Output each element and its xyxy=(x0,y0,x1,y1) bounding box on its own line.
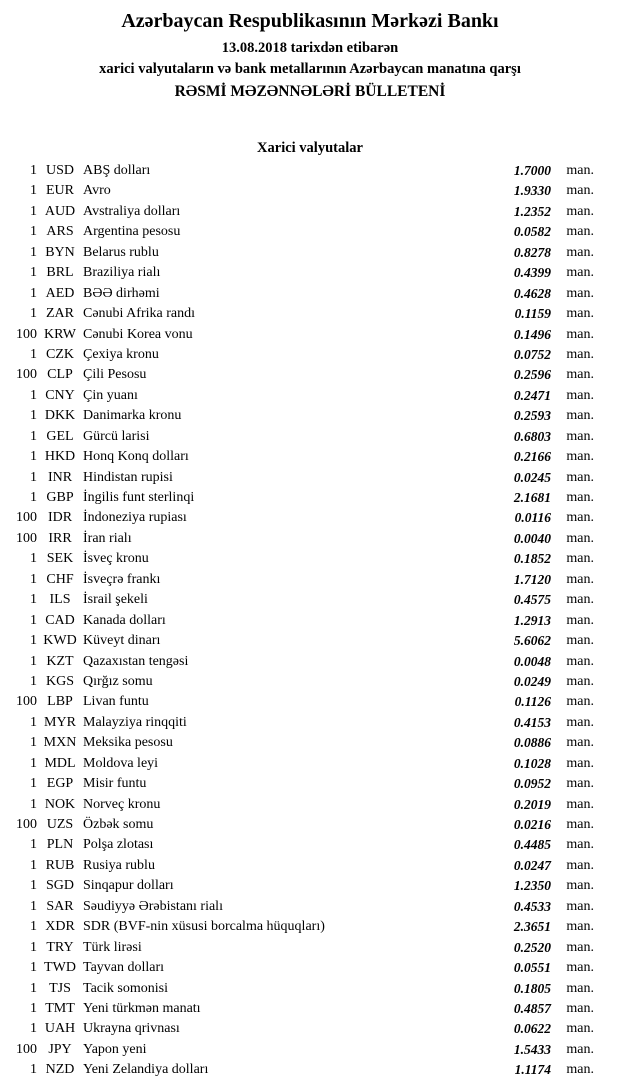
quantity-value: 1 xyxy=(30,857,37,873)
rate-value: 0.0245 xyxy=(513,469,551,485)
table-row xyxy=(0,611,620,631)
section-title-foreign-currencies: Xarici valyutalar xyxy=(257,140,363,156)
currency-name: Çexiya kronu xyxy=(83,346,159,362)
table-row xyxy=(0,876,620,896)
quantity-value: 100 xyxy=(16,1041,37,1057)
quantity-value: 1 xyxy=(30,1062,37,1078)
currency-name: Çin yuanı xyxy=(83,387,138,403)
currency-name: Özbək somu xyxy=(83,817,154,832)
table-row xyxy=(0,304,620,324)
table-row xyxy=(0,243,620,263)
bulletin-subtitle: xarici valyutaların və bank metallarının Azərbaycan manatına qarşı xyxy=(99,61,521,77)
rate-value: 0.0116 xyxy=(514,510,551,526)
rate-value: 0.0752 xyxy=(513,346,551,362)
unit-label: man. xyxy=(566,510,594,526)
currency-code: ILS xyxy=(49,592,71,608)
quantity-value: 100 xyxy=(16,510,37,526)
currency-name: Sinqapur dolları xyxy=(83,878,174,894)
rate-value: 5.6062 xyxy=(513,633,551,649)
quantity-value: 1 xyxy=(30,633,37,649)
unit-label: man. xyxy=(566,244,594,260)
currency-code: IRR xyxy=(48,530,72,546)
quantity-value: 1 xyxy=(30,796,37,812)
rate-value: 0.2019 xyxy=(513,796,551,812)
currency-code: ARS xyxy=(46,224,74,240)
currency-code: MDL xyxy=(44,755,76,771)
rate-value: 1.7000 xyxy=(513,163,551,178)
rate-value: 0.4628 xyxy=(513,285,551,301)
table-row xyxy=(0,795,620,815)
rate-value: 0.0249 xyxy=(513,673,551,689)
unit-label: man. xyxy=(566,919,594,935)
unit-label: man. xyxy=(566,898,594,914)
currency-name: Cənubi Afrika randı xyxy=(83,306,195,322)
unit-label: man. xyxy=(566,490,594,505)
rate-value: 0.4485 xyxy=(513,837,551,853)
currency-code: DKK xyxy=(44,408,76,424)
currency-code: RUB xyxy=(45,857,75,873)
unit-label: man. xyxy=(566,387,594,403)
table-row xyxy=(0,284,620,304)
unit-label: man. xyxy=(566,694,594,710)
table-row xyxy=(0,692,620,712)
currency-name: Malayziya rinqqiti xyxy=(83,714,187,730)
quantity-value: 1 xyxy=(30,939,37,955)
rate-value: 1.2350 xyxy=(513,878,551,894)
currency-name: Polşa zlotası xyxy=(83,837,154,853)
currency-code: CLP xyxy=(47,367,73,383)
unit-label: man. xyxy=(566,428,594,444)
unit-label: man. xyxy=(566,1041,594,1057)
unit-label: man. xyxy=(566,306,594,322)
rate-value: 0.1805 xyxy=(513,980,551,996)
rate-value: 0.1852 xyxy=(513,551,551,567)
unit-label: man. xyxy=(566,714,594,730)
quantity-value: 1 xyxy=(30,163,37,178)
unit-label: man. xyxy=(566,346,594,362)
table-row xyxy=(0,529,620,549)
currency-code: CAD xyxy=(45,612,75,628)
currency-code: KZT xyxy=(46,653,74,669)
table-row xyxy=(0,672,620,692)
currency-name: Yeni Zelandiya dolları xyxy=(83,1062,209,1078)
table-row xyxy=(0,1060,620,1080)
table-row xyxy=(0,161,620,181)
currency-name: İsveç kronu xyxy=(83,551,149,567)
rate-value: 0.4533 xyxy=(513,898,551,914)
currency-code: UAH xyxy=(44,1021,76,1037)
quantity-value: 1 xyxy=(30,878,37,894)
currency-name: BƏƏ dirhəmi xyxy=(83,285,160,301)
unit-label: man. xyxy=(566,224,594,240)
quantity-value: 1 xyxy=(30,224,37,240)
currency-name: İsveçrə frankı xyxy=(83,571,161,587)
currency-name: Kanada dolları xyxy=(83,612,166,628)
rate-value: 0.4857 xyxy=(513,1000,551,1016)
table-row xyxy=(0,733,620,753)
currency-name: Səudiyyə Ərəbistanı rialı xyxy=(83,898,223,914)
currency-name: Norveç kronu xyxy=(83,796,161,812)
rate-value: 0.0247 xyxy=(513,857,551,873)
rate-value: 2.3651 xyxy=(513,919,551,935)
rate-value: 0.0040 xyxy=(513,530,551,546)
table-row xyxy=(0,365,620,385)
unit-label: man. xyxy=(566,183,594,199)
quantity-value: 100 xyxy=(16,694,37,710)
currency-name: Avro xyxy=(83,183,111,199)
table-row xyxy=(0,815,620,835)
unit-label: man. xyxy=(566,592,594,608)
unit-label: man. xyxy=(566,449,594,465)
table-row xyxy=(0,488,620,508)
quantity-value: 1 xyxy=(30,919,37,935)
unit-label: man. xyxy=(566,1021,594,1037)
table-row xyxy=(0,917,620,937)
table-row xyxy=(0,386,620,406)
unit-label: man. xyxy=(566,755,594,771)
quantity-value: 1 xyxy=(30,387,37,403)
currency-name: Hindistan rupisi xyxy=(83,469,173,485)
currency-name: Qazaxıstan tengəsi xyxy=(83,653,189,669)
unit-label: man. xyxy=(566,408,594,424)
quantity-value: 1 xyxy=(30,265,37,281)
rate-value: 0.6803 xyxy=(513,428,551,444)
rate-value: 0.2166 xyxy=(513,449,551,465)
currency-code: TRY xyxy=(46,939,74,955)
currency-name: Yeni türkmən manatı xyxy=(83,1000,201,1016)
currency-code: KRW xyxy=(44,326,76,342)
table-row xyxy=(0,222,620,242)
rate-value: 1.5433 xyxy=(513,1041,551,1057)
unit-label: man. xyxy=(566,939,594,955)
quantity-value: 1 xyxy=(30,571,37,587)
currency-name: Tayvan dolları xyxy=(83,960,165,976)
table-row xyxy=(0,958,620,978)
unit-label: man. xyxy=(566,878,594,894)
table-row xyxy=(0,856,620,876)
table-row xyxy=(0,406,620,426)
currency-name: Belarus rublu xyxy=(83,244,159,260)
rate-value: 1.2352 xyxy=(513,203,551,219)
rate-value: 0.0622 xyxy=(513,1021,551,1037)
currency-code: JPY xyxy=(48,1041,72,1057)
unit-label: man. xyxy=(566,530,594,546)
table-row xyxy=(0,549,620,569)
quantity-value: 1 xyxy=(30,653,37,669)
quantity-value: 1 xyxy=(30,408,37,424)
rate-value: 2.1681 xyxy=(513,490,551,505)
table-row xyxy=(0,1019,620,1039)
unit-label: man. xyxy=(566,817,594,832)
currency-name: İndoneziya rupiası xyxy=(83,510,187,526)
quantity-value: 1 xyxy=(30,428,37,444)
quantity-value: 100 xyxy=(16,367,37,383)
unit-label: man. xyxy=(566,673,594,689)
currency-code: CHF xyxy=(46,571,74,587)
currency-code: SAR xyxy=(46,898,74,914)
rate-value: 0.2596 xyxy=(513,367,551,383)
table-row xyxy=(0,325,620,345)
rate-value: 1.2913 xyxy=(513,612,551,628)
unit-label: man. xyxy=(566,776,594,792)
quantity-value: 1 xyxy=(30,673,37,689)
rate-value: 0.1159 xyxy=(514,306,551,322)
table-row xyxy=(0,202,620,222)
currency-code: BRL xyxy=(46,265,74,281)
currency-name: Rusiya rublu xyxy=(83,857,155,873)
currency-name: Ukrayna qrivnası xyxy=(83,1021,180,1037)
exchange-rates-table xyxy=(0,161,620,1081)
table-row xyxy=(0,427,620,447)
rate-value: 0.2520 xyxy=(513,939,551,955)
currency-name: İsrail şekeli xyxy=(83,592,148,608)
table-row xyxy=(0,713,620,733)
quantity-value: 1 xyxy=(30,469,37,485)
bulletin-title: RƏSMİ MƏZƏNNƏLƏRİ BÜLLETENİ xyxy=(174,83,446,100)
currency-code: TJS xyxy=(49,980,71,996)
currency-name: Honq Konq dolları xyxy=(83,449,189,465)
quantity-value: 1 xyxy=(30,960,37,976)
unit-label: man. xyxy=(566,796,594,812)
currency-code: KWD xyxy=(43,633,77,649)
quantity-value: 1 xyxy=(30,612,37,628)
unit-label: man. xyxy=(566,367,594,383)
unit-label: man. xyxy=(566,265,594,281)
table-row xyxy=(0,835,620,855)
quantity-value: 1 xyxy=(30,244,37,260)
currency-code: GEL xyxy=(46,428,74,444)
unit-label: man. xyxy=(566,1062,594,1078)
quantity-value: 1 xyxy=(30,183,37,199)
currency-code: XDR xyxy=(45,919,75,935)
rate-value: 0.1496 xyxy=(513,326,551,342)
table-row xyxy=(0,508,620,528)
table-row xyxy=(0,590,620,610)
quantity-value: 1 xyxy=(30,735,37,751)
rate-value: 0.1028 xyxy=(513,755,551,771)
unit-label: man. xyxy=(566,203,594,219)
currency-code: MXN xyxy=(43,735,77,751)
currency-name: Misir funtu xyxy=(83,776,147,792)
currency-code: KGS xyxy=(45,673,74,689)
currency-name: Cənubi Korea vonu xyxy=(83,326,193,342)
rate-value: 1.7120 xyxy=(513,571,551,587)
currency-name: Argentina pesosu xyxy=(83,224,181,240)
currency-code: INR xyxy=(47,469,73,485)
rate-value: 0.8278 xyxy=(513,244,551,260)
currency-code: EGP xyxy=(46,776,74,792)
unit-label: man. xyxy=(566,612,594,628)
quantity-value: 1 xyxy=(30,346,37,362)
rate-value: 1.9330 xyxy=(513,183,551,199)
currency-code: BYN xyxy=(45,244,75,260)
quantity-value: 1 xyxy=(30,551,37,567)
unit-label: man. xyxy=(566,163,594,178)
currency-code: EUR xyxy=(46,183,74,199)
currency-name: Livan funtu xyxy=(83,694,149,710)
table-row xyxy=(0,938,620,958)
quantity-value: 100 xyxy=(16,530,37,546)
unit-label: man. xyxy=(566,735,594,751)
table-row xyxy=(0,468,620,488)
currency-name: Qırğız somu xyxy=(83,673,153,689)
rate-value: 0.2593 xyxy=(513,408,551,424)
currency-name: SDR (BVF-nin xüsusi borcalma hüquqları) xyxy=(83,919,325,935)
currency-code: TWD xyxy=(44,960,76,976)
currency-name: İngilis funt sterlinqi xyxy=(83,490,195,505)
currency-code: AED xyxy=(45,285,75,301)
currency-code: MYR xyxy=(44,714,76,730)
quantity-value: 1 xyxy=(30,837,37,853)
currency-name: Küveyt dinarı xyxy=(83,633,161,649)
table-row xyxy=(0,345,620,365)
table-row xyxy=(0,447,620,467)
currency-code: USD xyxy=(45,163,74,178)
unit-label: man. xyxy=(566,571,594,587)
currency-code: NZD xyxy=(45,1062,75,1078)
currency-code: TMT xyxy=(45,1000,75,1016)
unit-label: man. xyxy=(566,1000,594,1016)
table-row xyxy=(0,652,620,672)
effective-date-line: 13.08.2018 tarixdən etibarən xyxy=(221,40,399,56)
currency-code: UZS xyxy=(46,817,74,832)
quantity-value: 1 xyxy=(30,592,37,608)
quantity-value: 1 xyxy=(30,1021,37,1037)
quantity-value: 1 xyxy=(30,285,37,301)
currency-code: CZK xyxy=(46,346,74,362)
table-row xyxy=(0,754,620,774)
table-row xyxy=(0,897,620,917)
quantity-value: 1 xyxy=(30,776,37,792)
rate-value: 0.0886 xyxy=(513,735,551,751)
rate-value: 0.1126 xyxy=(514,694,551,710)
rate-value: 0.2471 xyxy=(513,387,551,403)
currency-code: SEK xyxy=(46,551,74,567)
currency-code: SGD xyxy=(45,878,74,894)
unit-label: man. xyxy=(566,326,594,342)
unit-label: man. xyxy=(566,653,594,669)
unit-label: man. xyxy=(566,837,594,853)
rate-value: 0.0582 xyxy=(513,224,551,240)
currency-name: Moldova leyi xyxy=(83,755,159,771)
rate-value: 0.0048 xyxy=(513,653,551,669)
table-row xyxy=(0,979,620,999)
currency-code: NOK xyxy=(44,796,76,812)
quantity-value: 1 xyxy=(30,203,37,219)
currency-name: ABŞ dolları xyxy=(83,163,151,178)
unit-label: man. xyxy=(566,857,594,873)
currency-code: CNY xyxy=(45,387,75,403)
currency-code: ZAR xyxy=(46,306,74,322)
currency-name: Tacik somonisi xyxy=(83,980,168,996)
unit-label: man. xyxy=(566,980,594,996)
currency-name: Meksika pesosu xyxy=(83,735,173,751)
currency-name: Türk lirəsi xyxy=(83,939,142,955)
quantity-value: 1 xyxy=(30,980,37,996)
table-row xyxy=(0,181,620,201)
table-row xyxy=(0,631,620,651)
quantity-value: 1 xyxy=(30,1000,37,1016)
quantity-value: 100 xyxy=(16,817,37,832)
rate-value: 1.1174 xyxy=(514,1062,551,1078)
currency-name: Danimarka kronu xyxy=(83,408,182,424)
currency-name: Braziliya rialı xyxy=(83,265,161,281)
page-title: Azərbaycan Respublikasının Mərkəzi Bankı xyxy=(121,10,499,32)
table-row xyxy=(0,263,620,283)
rate-value: 0.0551 xyxy=(513,960,551,976)
currency-code: IDR xyxy=(47,510,73,526)
currency-name: Avstraliya dolları xyxy=(83,203,181,219)
currency-name: İran rialı xyxy=(83,530,132,546)
table-row xyxy=(0,570,620,590)
unit-label: man. xyxy=(566,551,594,567)
quantity-value: 100 xyxy=(16,326,37,342)
table-row xyxy=(0,774,620,794)
unit-label: man. xyxy=(566,285,594,301)
currency-name: Yapon yeni xyxy=(83,1041,147,1057)
unit-label: man. xyxy=(566,960,594,976)
table-row xyxy=(0,1040,620,1060)
quantity-value: 1 xyxy=(30,490,37,505)
currency-code: LBP xyxy=(47,694,73,710)
rate-value: 0.0952 xyxy=(513,776,551,792)
currency-code: AUD xyxy=(44,203,76,219)
table-row xyxy=(0,999,620,1019)
unit-label: man. xyxy=(566,633,594,649)
rate-value: 0.4399 xyxy=(513,265,551,281)
currency-code: PLN xyxy=(46,837,74,853)
rate-value: 0.4153 xyxy=(513,714,551,730)
quantity-value: 1 xyxy=(30,714,37,730)
quantity-value: 1 xyxy=(30,755,37,771)
rate-value: 0.0216 xyxy=(513,817,551,832)
quantity-value: 1 xyxy=(30,306,37,322)
currency-code: GBP xyxy=(46,490,74,505)
currency-name: Gürcü larisi xyxy=(83,428,150,444)
unit-label: man. xyxy=(566,469,594,485)
quantity-value: 1 xyxy=(30,898,37,914)
currency-code: HKD xyxy=(44,449,76,465)
quantity-value: 1 xyxy=(30,449,37,465)
bulletin-header xyxy=(0,8,620,103)
rate-value: 0.4575 xyxy=(513,592,551,608)
currency-name: Çili Pesosu xyxy=(83,367,147,383)
